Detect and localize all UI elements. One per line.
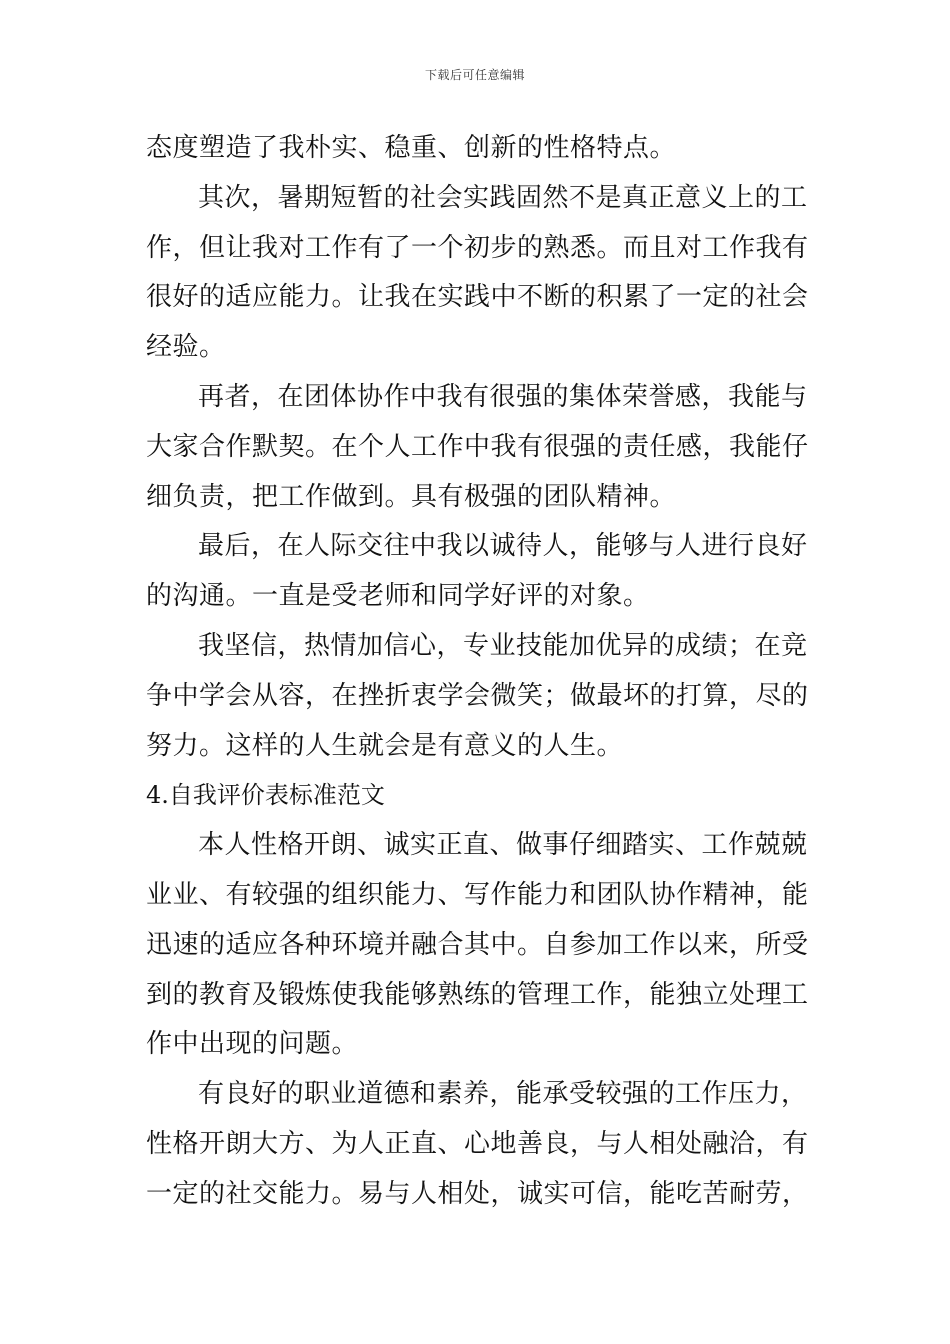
text-line: 作，但让我对工作有了一个初步的熟悉。而且对工作我有 [146, 232, 809, 263]
text-line: 最后，在人际交往中我以诚待人，能够与人进行良好 [198, 531, 808, 562]
text-line: 本人性格开朗、诚实正直、做事仔细踏实、工作兢兢 [198, 830, 808, 861]
text-line: 努力。这样的人生就会是有意义的人生。 [146, 730, 624, 761]
document-body [146, 124, 809, 1220]
text-line: 迅速的适应各种环境并融合其中。自参加工作以来，所受 [146, 929, 809, 960]
text-line: 很好的适应能力。让我在实践中不断的积累了一定的社会 [146, 282, 809, 313]
page-header: 下载后可任意编辑 [424, 68, 525, 82]
text-line: 性格开朗大方、为人正直、心地善良，与人相处融洽，有 [146, 1128, 809, 1159]
text-line: 的沟通。一直是受老师和同学好评的对象。 [146, 581, 650, 612]
text-line: 细负责，把工作做到。具有极强的团队精神。 [146, 481, 677, 512]
text-line: 争中学会从容，在挫折衷学会微笑；做最坏的打算，尽的 [146, 680, 809, 711]
text-line: 大家合作默契。在个人工作中我有很强的责任感，我能仔 [146, 431, 809, 462]
section-heading: 4.自我评价表标准范文 [146, 781, 385, 810]
text-line: 到的教育及锻炼使我能够熟练的管理工作，能独立处理工 [146, 979, 809, 1010]
text-line: 态度塑造了我朴实、稳重、创新的性格特点。 [146, 133, 677, 163]
text-line: 有良好的职业道德和素养，能承受较强的工作压力， [198, 1079, 808, 1110]
text-line: 经验。 [146, 332, 226, 363]
text-line: 业业、有较强的组织能力、写作能力和团队协作精神，能 [146, 879, 809, 910]
text-line: 再者，在团体协作中我有很强的集体荣誉感，我能与 [198, 381, 808, 412]
text-line: 我坚信，热情加信心，专业技能加优异的成绩；在竞 [198, 630, 808, 661]
text-line: 一定的社交能力。易与人相处，诚实可信，能吃苦耐劳， [146, 1178, 809, 1209]
text-line: 作中出现的问题。 [146, 1029, 359, 1060]
text-line: 其次，暑期短暂的社会实践固然不是真正意义上的工 [198, 182, 808, 213]
